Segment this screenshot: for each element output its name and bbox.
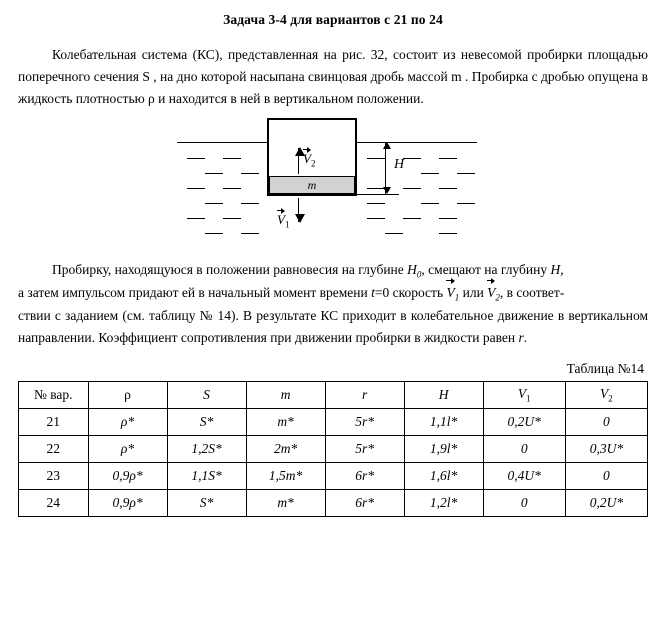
cell-variant: 23 bbox=[19, 462, 89, 489]
cell-rho: 0,9ρ* bbox=[88, 462, 167, 489]
p2-text-a: Пробирку, находящуюся в положении равновесия на глубине bbox=[52, 261, 408, 277]
table-row bbox=[19, 435, 648, 462]
cell-h: 1,1l* bbox=[404, 408, 483, 435]
wave-mark bbox=[403, 158, 421, 159]
wave-mark bbox=[223, 188, 241, 189]
lead-shot bbox=[269, 176, 355, 194]
wave-mark bbox=[421, 173, 439, 174]
paragraph-resistance bbox=[18, 305, 648, 349]
wave-mark bbox=[223, 158, 241, 159]
cell-s: 1,1S* bbox=[167, 462, 246, 489]
cell-m: m* bbox=[246, 408, 325, 435]
wave-mark bbox=[241, 173, 259, 174]
cell-v2: 0 bbox=[565, 408, 647, 435]
table-header-row bbox=[19, 381, 648, 408]
p3-v1-subscript: 1 bbox=[454, 292, 460, 303]
wave-mark bbox=[439, 188, 457, 189]
paragraph-intro: Колебательная система (КС), представленная на рис. 32, состоит из невесомой пробирки площадью поперечного сечения S , на дно которой насыпана свинцовая дробь массой m . Пробирка с дробью опущена в жидкость плотностью ρ и находится в ней в вертикальном положении. bbox=[18, 47, 648, 106]
depth-tick-top bbox=[357, 142, 399, 143]
wave-mark bbox=[205, 203, 223, 204]
wave-mark bbox=[367, 218, 385, 219]
cell-v1: 0 bbox=[483, 435, 565, 462]
liquid-surface-left bbox=[177, 142, 267, 143]
velocity-v1-arrow bbox=[298, 198, 299, 222]
cell-m: 1,5m* bbox=[246, 462, 325, 489]
header-v2-subscript: 2 bbox=[608, 393, 613, 404]
velocity-v2-arrow bbox=[298, 148, 299, 174]
table-row bbox=[19, 462, 648, 489]
p4-text-end: . bbox=[523, 329, 528, 345]
header-m: m bbox=[246, 381, 325, 408]
wave-mark bbox=[187, 218, 205, 219]
table-body bbox=[19, 408, 648, 516]
cell-variant: 21 bbox=[19, 408, 89, 435]
wave-mark bbox=[385, 233, 403, 234]
cell-m: m* bbox=[246, 489, 325, 516]
cell-r: 6r* bbox=[325, 462, 404, 489]
wave-mark bbox=[241, 233, 259, 234]
p2-text-c: , bbox=[560, 261, 564, 277]
p2-h0-subscript: 0 bbox=[416, 269, 422, 280]
header-v1-subscript: 1 bbox=[526, 393, 531, 404]
wave-mark bbox=[367, 203, 385, 204]
cell-m: 2m* bbox=[246, 435, 325, 462]
p2-text-b: , смещают на глубину bbox=[421, 261, 551, 277]
v2-subscript: 2 bbox=[310, 158, 316, 169]
p3-text-a: а затем импульсом придают ей в начальный момент времени bbox=[18, 284, 372, 300]
header-v1 bbox=[483, 381, 565, 408]
v1-symbol: V bbox=[277, 211, 285, 227]
cell-rho: ρ* bbox=[88, 408, 167, 435]
p3-text-c: , в соответ- bbox=[499, 284, 565, 300]
cell-v1: 0,4U* bbox=[483, 462, 565, 489]
cell-h: 1,6l* bbox=[404, 462, 483, 489]
cell-r: 6r* bbox=[325, 489, 404, 516]
depth-tick-bottom bbox=[357, 194, 399, 195]
wave-mark bbox=[205, 233, 223, 234]
header-r: r bbox=[325, 381, 404, 408]
wave-mark bbox=[421, 203, 439, 204]
table-row bbox=[19, 408, 648, 435]
wave-mark bbox=[403, 218, 421, 219]
cell-s: S* bbox=[167, 489, 246, 516]
p3-or-text: или bbox=[459, 284, 488, 300]
vector-bar bbox=[487, 282, 495, 304]
header-h: H bbox=[404, 381, 483, 408]
cell-r: 5r* bbox=[325, 408, 404, 435]
velocity-v2-label bbox=[303, 151, 315, 169]
velocity-v1-label bbox=[277, 212, 289, 230]
paragraph-equilibrium bbox=[18, 259, 648, 282]
cell-v2: 0 bbox=[565, 462, 647, 489]
wave-mark bbox=[187, 188, 205, 189]
header-s: S bbox=[167, 381, 246, 408]
wave-mark bbox=[241, 203, 259, 204]
wave-mark bbox=[439, 218, 457, 219]
cell-rho: ρ* bbox=[88, 435, 167, 462]
cell-h: 1,9l* bbox=[404, 435, 483, 462]
figure-illustration bbox=[18, 118, 648, 253]
cell-h: 1,2l* bbox=[404, 489, 483, 516]
p3-v2-subscript: 2 bbox=[495, 292, 500, 303]
header-variant: № вар. bbox=[19, 381, 89, 408]
wave-mark bbox=[367, 158, 385, 159]
figure-canvas bbox=[177, 118, 477, 248]
cell-r: 5r* bbox=[325, 435, 404, 462]
p2-h-symbol: H bbox=[550, 261, 561, 277]
wave-mark bbox=[205, 173, 223, 174]
cell-v2: 0,3U* bbox=[565, 435, 647, 462]
header-v1-symbol: V bbox=[517, 385, 527, 401]
page-title: Задача 3-4 для вариантов с 21 по 24 bbox=[223, 12, 443, 27]
cell-v1: 0,2U* bbox=[483, 408, 565, 435]
p3-v1-symbol: V bbox=[446, 284, 455, 300]
variants-table bbox=[18, 381, 648, 517]
table-caption: Таблица №14 bbox=[566, 360, 644, 376]
header-v2-symbol: V bbox=[600, 385, 609, 401]
vector-bar bbox=[303, 151, 311, 167]
cell-s: S* bbox=[167, 408, 246, 435]
table-header bbox=[19, 381, 648, 408]
p4-text: ствии с заданием (см. таблицу № 14). В результате КС приходит в колебательное движение в вертикальном направлении. Коэффициент сопротивления при движении пробирки в жидкости равен bbox=[18, 308, 648, 345]
wave-mark bbox=[403, 188, 421, 189]
p3-t-symbol: t bbox=[371, 284, 375, 300]
depth-label: H bbox=[394, 156, 405, 172]
vector-bar bbox=[277, 212, 285, 228]
paragraph-impulse bbox=[18, 282, 648, 305]
cell-v1: 0 bbox=[483, 489, 565, 516]
lead-shot-label: m bbox=[307, 177, 317, 192]
header-v2 bbox=[565, 381, 647, 408]
wave-mark bbox=[457, 173, 475, 174]
p3-text-b: =0 скорость bbox=[374, 284, 447, 300]
cell-s: 1,2S* bbox=[167, 435, 246, 462]
depth-dimension-line bbox=[385, 142, 386, 194]
wave-mark bbox=[439, 233, 457, 234]
v2-symbol: V bbox=[303, 150, 311, 166]
wave-mark bbox=[187, 158, 205, 159]
p2-h0-symbol: H bbox=[407, 261, 417, 277]
table-row bbox=[19, 489, 648, 516]
p4-r-symbol: r bbox=[518, 329, 524, 345]
p3-v2-symbol: V bbox=[487, 284, 496, 300]
wave-mark bbox=[457, 203, 475, 204]
wave-mark bbox=[223, 218, 241, 219]
cell-rho: 0,9ρ* bbox=[88, 489, 167, 516]
header-rho: ρ bbox=[88, 381, 167, 408]
vector-bar bbox=[446, 282, 454, 304]
v1-subscript: 1 bbox=[284, 219, 290, 230]
cell-v2: 0,2U* bbox=[565, 489, 647, 516]
cell-variant: 22 bbox=[19, 435, 89, 462]
cell-variant: 24 bbox=[19, 489, 89, 516]
wave-mark bbox=[439, 158, 457, 159]
